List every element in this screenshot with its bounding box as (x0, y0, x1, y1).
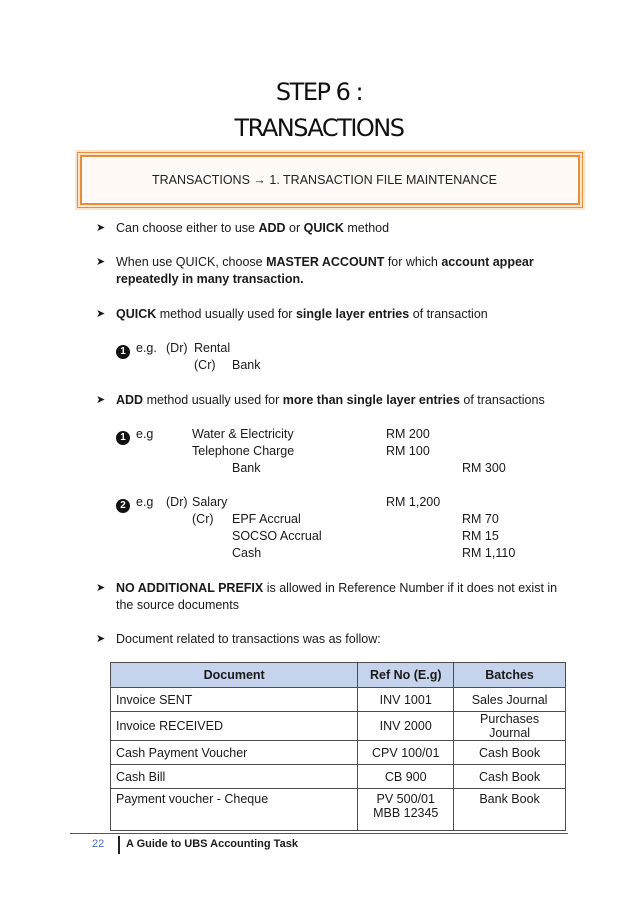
arrow-bullet-icon: ➤ (96, 256, 106, 268)
arrow-bullet-icon: ➤ (96, 308, 106, 320)
number-marker-icon: 1 (116, 431, 130, 445)
footer-separator (118, 836, 120, 854)
table-row: Cash Payment Voucher CPV 100/01 Cash Book (111, 741, 566, 765)
table-row: Payment voucher - Cheque PV 500/01 MBB 12345 Bank Book (111, 789, 566, 831)
documents-table (110, 662, 566, 831)
page-title-step: STEP 6 : (275, 78, 363, 106)
header-batches: Batches (454, 663, 566, 688)
page-number: 22 (92, 838, 105, 850)
arrow-bullet-icon: ➤ (96, 394, 106, 406)
table-header-row (111, 663, 566, 688)
add-example2-dr: 2 e.g (Dr) Salary RM 1,200 (116, 494, 536, 513)
quick-example-dr: 1 e.g. (Dr) Rental (116, 340, 130, 359)
table-row: Invoice SENT INV 1001 Sales Journal (111, 688, 566, 712)
table-row: Cash Bill CB 900 Cash Book (111, 765, 566, 789)
number-marker-icon: 1 (116, 345, 130, 359)
number-marker-icon: 2 (116, 499, 130, 513)
header-ref-no: Ref No (E.g) (358, 663, 454, 688)
menu-path-banner (80, 155, 580, 205)
arrow-bullet-icon: ➤ (96, 633, 106, 645)
table-row: Invoice RECEIVED INV 2000 Purchases Journal (111, 712, 566, 741)
footer-title: A Guide to UBS Accounting Task (126, 838, 298, 850)
arrow-bullet-icon: ➤ (96, 582, 106, 594)
menu-path-text: TRANSACTIONS → 1. TRANSACTION FILE MAINTENANCE (152, 173, 497, 187)
add-example1-line: 1 e.g Water & Electricity RM 200 (116, 426, 536, 445)
header-document: Document (111, 663, 358, 688)
footer-divider (70, 833, 568, 834)
page-title: TRANSACTIONS (234, 114, 404, 142)
arrow-bullet-icon: ➤ (96, 222, 106, 234)
